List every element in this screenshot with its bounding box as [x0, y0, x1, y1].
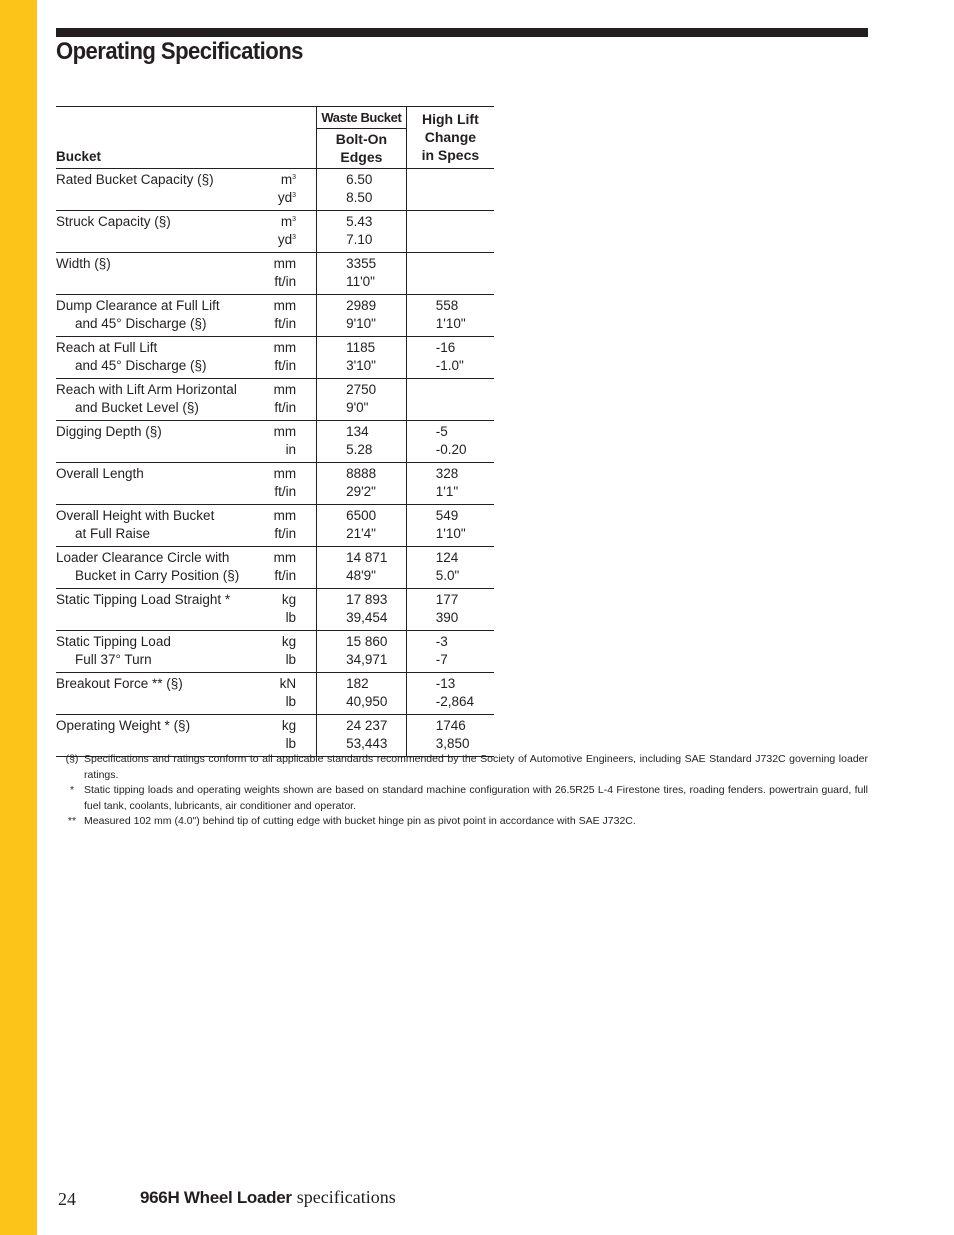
spec-units: mm ft/in	[252, 337, 316, 379]
footnote-mark: (§)	[65, 753, 79, 765]
table-row	[56, 379, 494, 421]
footnote-mark: *	[69, 784, 75, 796]
spec-label: Rated Bucket Capacity (§)	[56, 169, 252, 211]
footnote-text: Static tipping loads and operating weights shown are based on standard machine configuration with 26.5R25 L-4 Firestone tires, roading fenders. powertrain guard, full fuel tank, coolants, lubricants, air conditioner and operator.	[84, 784, 868, 812]
spec-units: mm in	[252, 421, 316, 463]
table-row	[56, 169, 494, 211]
spec-label: Digging Depth (§)	[56, 421, 252, 463]
spec-high-lift-change	[406, 211, 494, 253]
table-row	[56, 631, 494, 673]
footer-model: 966H Wheel Loader	[140, 1188, 292, 1207]
spec-label: Width (§)	[56, 253, 252, 295]
spec-units: kg lb	[252, 715, 316, 757]
spec-units: mm ft/in	[252, 547, 316, 589]
footnote-text: Measured 102 mm (4.0") behind tip of cutting edge with bucket hinge pin as pivot point in accordance with SAE J732C.	[84, 815, 636, 827]
page-number: 24	[58, 1189, 76, 1209]
header-waste-bucket	[317, 107, 407, 169]
table-row	[56, 589, 494, 631]
footnote	[60, 783, 868, 814]
spec-label: Reach at Full Lift and 45° Discharge (§)	[56, 337, 252, 379]
spec-label: Operating Weight * (§)	[56, 715, 252, 757]
footer-suffix: specifications	[296, 1187, 396, 1207]
spec-units: mm ft/in	[252, 463, 316, 505]
spec-label: Reach with Lift Arm Horizontal and Bucket Level (§)	[56, 379, 252, 421]
spec-high-lift-change: 124 5.0"	[406, 547, 494, 589]
spec-units: mm ft/in	[252, 379, 316, 421]
spec-units: $m^3$ $yd^3$	[252, 169, 316, 211]
spec-label: Dump Clearance at Full Lift and 45° Discharge (§)	[56, 295, 252, 337]
spec-value: 24 237 53,443	[317, 715, 407, 757]
spec-value: 17 893 39,454	[317, 589, 407, 631]
spec-high-lift-change: 177 390	[406, 589, 494, 631]
spec-label: Breakout Force ** (§)	[56, 673, 252, 715]
table-body	[56, 169, 494, 757]
spec-value: 15 860 34,971	[317, 631, 407, 673]
spec-value: 2989 9'10"	[317, 295, 407, 337]
spec-value: 2750 9'0"	[317, 379, 407, 421]
spec-units: $m^3$ $yd^3$	[252, 211, 316, 253]
header-rule	[56, 28, 868, 37]
spec-units: kN lb	[252, 673, 316, 715]
spec-high-lift-change: 558 1'10"	[406, 295, 494, 337]
spec-high-lift-change: -13 -2,864	[406, 673, 494, 715]
spec-units: kg lb	[252, 631, 316, 673]
footnotes	[60, 752, 868, 830]
spec-value: 182 40,950	[317, 673, 407, 715]
spec-value: 5.43 7.10	[317, 211, 407, 253]
spec-value: 14 871 48'9"	[317, 547, 407, 589]
spec-high-lift-change: -16 -1.0"	[406, 337, 494, 379]
table-row	[56, 505, 494, 547]
spec-value: 8888 29'2"	[317, 463, 407, 505]
footnote-text: Specifications and ratings conform to all applicable standards recommended by the Society of Automotive Engineers, including SAE Standard J732C governing loader ratings.	[84, 753, 868, 781]
table-row	[56, 673, 494, 715]
spec-high-lift-change	[406, 253, 494, 295]
spec-label: Struck Capacity (§)	[56, 211, 252, 253]
spec-units: mm ft/in	[252, 505, 316, 547]
footnote	[60, 752, 868, 783]
spec-label: Loader Clearance Circle with Bucket in Carry Position (§)	[56, 547, 252, 589]
table-header-row	[56, 107, 494, 169]
spec-high-lift-change	[406, 379, 494, 421]
table-row	[56, 337, 494, 379]
page-title: Operating Specifications	[56, 38, 303, 65]
footnote-mark: **	[67, 815, 77, 827]
spec-value: 1185 3'10"	[317, 337, 407, 379]
spec-value: 3355 11'0"	[317, 253, 407, 295]
spec-label: Static Tipping Load Full 37° Turn	[56, 631, 252, 673]
spec-high-lift-change: -5 -0.20	[406, 421, 494, 463]
table-row	[56, 715, 494, 757]
side-color-band	[0, 0, 37, 1235]
header-high-lift-change: High Lift Change in Specs	[406, 107, 494, 169]
spec-units: mm ft/in	[252, 295, 316, 337]
spec-label: Overall Length	[56, 463, 252, 505]
spec-value: 134 5.28	[317, 421, 407, 463]
spec-value: 6.50 8.50	[317, 169, 407, 211]
header-waste-bucket-label: Waste Bucket	[317, 107, 406, 129]
spec-high-lift-change: 549 1'10"	[406, 505, 494, 547]
table-row	[56, 211, 494, 253]
spec-label: Overall Height with Bucket at Full Raise	[56, 505, 252, 547]
operating-specs-table	[56, 106, 494, 757]
header-bucket: Bucket	[56, 107, 317, 169]
footnote	[60, 814, 868, 830]
spec-high-lift-change: 328 1'1"	[406, 463, 494, 505]
table-row	[56, 547, 494, 589]
spec-high-lift-change: 1746 3,850	[406, 715, 494, 757]
table-row	[56, 253, 494, 295]
table-row	[56, 421, 494, 463]
spec-high-lift-change: -3 -7	[406, 631, 494, 673]
spec-value: 6500 21'4"	[317, 505, 407, 547]
spec-units: kg lb	[252, 589, 316, 631]
spec-label: Static Tipping Load Straight *	[56, 589, 252, 631]
spec-high-lift-change	[406, 169, 494, 211]
footer-title	[140, 1187, 396, 1208]
table-row	[56, 295, 494, 337]
spec-units: mm ft/in	[252, 253, 316, 295]
table-row	[56, 463, 494, 505]
header-bolt-on-edges: Bolt-On Edges	[335, 131, 388, 165]
